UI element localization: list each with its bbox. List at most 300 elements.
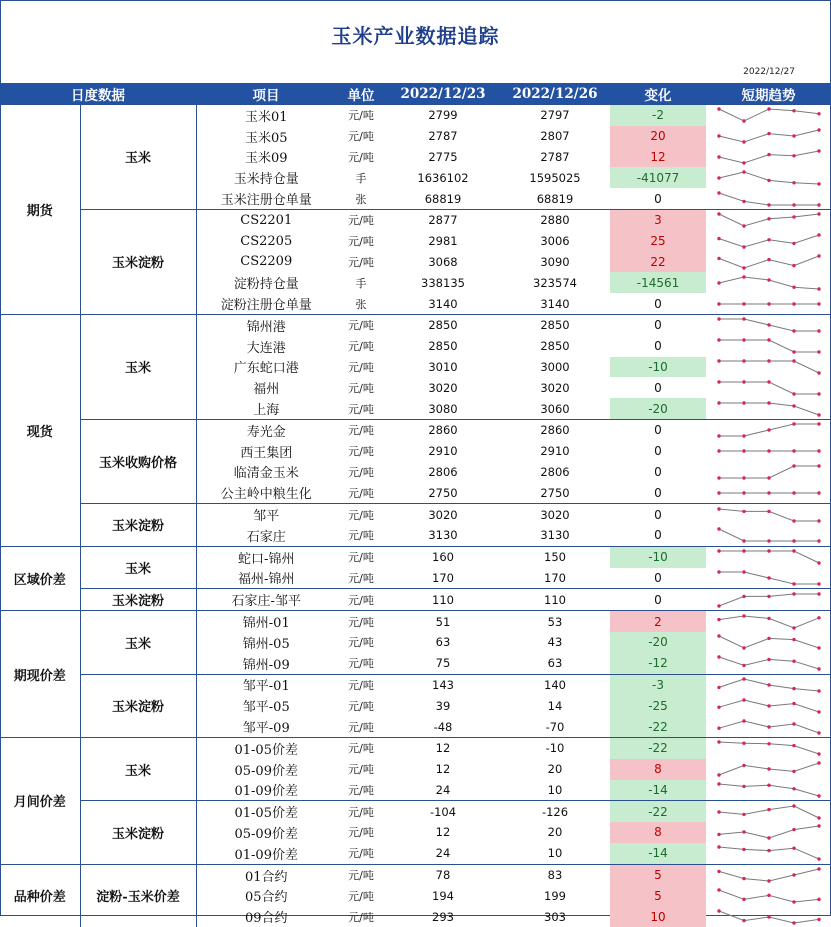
change-value: 0 — [610, 589, 706, 611]
trend-point — [817, 582, 820, 585]
trend-point — [817, 423, 820, 426]
value-date-1: 2806 — [386, 462, 500, 483]
trend-point — [817, 449, 820, 452]
item-name: 邹平-05 — [196, 695, 336, 716]
change-value: -2 — [610, 105, 706, 126]
change-value: -14561 — [610, 272, 706, 293]
value-date-1: 78 — [386, 864, 500, 885]
table-body — [0, 105, 831, 927]
report-date: 2022/12/27 — [743, 67, 795, 77]
trend-point — [767, 401, 770, 404]
value-date-1: -104 — [386, 801, 500, 822]
unit-label: 元/吨 — [336, 105, 386, 126]
trend-point — [792, 804, 795, 807]
item-name: 石家庄-邹平 — [196, 589, 336, 611]
trend-line — [719, 869, 819, 881]
value-date-2: 110 — [500, 589, 610, 611]
trend-point — [717, 191, 720, 194]
trend-point — [792, 921, 795, 924]
trend-cell — [706, 843, 831, 864]
trend-point — [717, 888, 720, 891]
value-date-2: 1595025 — [500, 167, 610, 188]
unit-label: 张 — [336, 188, 386, 209]
group-label: 玉米淀粉 — [80, 801, 196, 864]
trend-point — [767, 324, 770, 327]
change-value: -22 — [610, 801, 706, 822]
trend-sparkline — [715, 169, 823, 187]
trend-point — [742, 664, 745, 667]
trend-point — [717, 108, 720, 111]
category-label: 品种价差 — [0, 864, 80, 927]
item-name: 寿光金 — [196, 419, 336, 440]
change-value: -3 — [610, 674, 706, 695]
trend-cell — [706, 885, 831, 906]
trend-point — [742, 140, 745, 143]
item-name: 锦州-05 — [196, 632, 336, 653]
trend-point — [817, 858, 820, 861]
item-name: 05-09价差 — [196, 822, 336, 843]
trend-point — [717, 549, 720, 552]
unit-label: 元/吨 — [336, 674, 386, 695]
value-date-1: 2787 — [386, 126, 500, 147]
value-date-1: 39 — [386, 695, 500, 716]
change-value: 0 — [610, 441, 706, 462]
trend-point — [717, 281, 720, 284]
trend-point — [817, 540, 820, 543]
trend-sparkline — [715, 654, 823, 672]
trend-point — [717, 213, 720, 216]
trend-point — [742, 785, 745, 788]
trend-point — [767, 429, 770, 432]
trend-point — [792, 359, 795, 362]
trend-cell — [706, 611, 831, 632]
trend-point — [742, 848, 745, 851]
trend-sparkline — [715, 253, 823, 271]
trend-sparkline — [715, 463, 823, 481]
trend-point — [717, 635, 720, 638]
trend-point — [717, 810, 720, 813]
trend-point — [717, 833, 720, 836]
trend-point — [817, 794, 820, 797]
unit-label: 元/吨 — [336, 632, 386, 653]
trend-point — [742, 359, 745, 362]
trend-point — [792, 549, 795, 552]
value-date-2: 199 — [500, 885, 610, 906]
trend-cell — [706, 147, 831, 168]
unit-label: 元/吨 — [336, 695, 386, 716]
trend-point — [767, 742, 770, 745]
trend-point — [792, 744, 795, 747]
unit-label: 手 — [336, 167, 386, 188]
trend-point — [792, 464, 795, 467]
unit-label: 元/吨 — [336, 759, 386, 780]
trend-point — [717, 491, 720, 494]
trend-point — [792, 592, 795, 595]
value-date-1: 2750 — [386, 482, 500, 503]
unit-label: 元/吨 — [336, 653, 386, 674]
value-date-2: 3020 — [500, 377, 610, 398]
unit-label: 元/吨 — [336, 147, 386, 168]
trend-cell — [706, 632, 831, 653]
trend-point — [767, 132, 770, 135]
value-date-2: 2850 — [500, 336, 610, 357]
trend-cell — [706, 822, 831, 843]
trend-point — [717, 655, 720, 658]
trend-point — [717, 302, 720, 305]
trend-point — [717, 476, 720, 479]
value-date-2: 14 — [500, 695, 610, 716]
trend-point — [792, 519, 795, 522]
change-value: -10 — [610, 357, 706, 378]
trend-point — [742, 877, 745, 880]
item-name: 锦州港 — [196, 314, 336, 335]
item-name: 公主岭中粮生化 — [196, 482, 336, 503]
group-label: 玉米淀粉 — [80, 504, 196, 547]
trend-point — [742, 199, 745, 202]
item-name: 石家庄 — [196, 525, 336, 546]
change-value: 0 — [610, 504, 706, 525]
trend-cell — [706, 759, 831, 780]
trend-point — [792, 423, 795, 426]
trend-point — [767, 783, 770, 786]
trend-point — [717, 726, 720, 729]
value-date-1: 2850 — [386, 314, 500, 335]
trend-point — [792, 203, 795, 206]
unit-label: 元/吨 — [336, 336, 386, 357]
item-name: 邹平-01 — [196, 674, 336, 695]
trend-cell — [706, 568, 831, 589]
trend-sparkline — [715, 400, 823, 418]
item-name: 大连港 — [196, 336, 336, 357]
unit-label: 元/吨 — [336, 885, 386, 906]
unit-label: 元/吨 — [336, 801, 386, 822]
category-label: 期现价差 — [0, 611, 80, 738]
change-value: 12 — [610, 147, 706, 168]
item-name: 邹平 — [196, 504, 336, 525]
trend-line — [719, 151, 819, 163]
group-label: 玉米 — [80, 611, 196, 674]
item-name: CS2205 — [196, 231, 336, 252]
change-value: -22 — [610, 716, 706, 737]
category-label: 区域价差 — [0, 546, 80, 610]
trend-point — [792, 449, 795, 452]
trend-point — [767, 767, 770, 770]
trend-point — [767, 203, 770, 206]
change-value: 0 — [610, 525, 706, 546]
change-value: -14 — [610, 843, 706, 864]
trend-point — [792, 216, 795, 219]
group-label: 玉米 — [80, 105, 196, 210]
value-date-1: 2799 — [386, 105, 500, 126]
value-date-1: 293 — [386, 906, 500, 927]
trend-point — [792, 330, 795, 333]
item-name: 临清金玉米 — [196, 462, 336, 483]
trend-point — [817, 761, 820, 764]
trend-point — [817, 182, 820, 185]
table-row — [0, 546, 831, 567]
unit-label: 元/吨 — [336, 357, 386, 378]
value-date-1: 3010 — [386, 357, 500, 378]
trend-line — [719, 361, 819, 373]
trend-point — [742, 120, 745, 123]
trend-point — [767, 278, 770, 281]
value-date-1: 63 — [386, 632, 500, 653]
category-label: 现货 — [0, 314, 80, 546]
unit-label: 元/吨 — [336, 482, 386, 503]
value-date-1: -48 — [386, 716, 500, 737]
value-date-1: 12 — [386, 759, 500, 780]
trend-point — [767, 258, 770, 261]
item-name: 玉米01 — [196, 105, 336, 126]
trend-point — [817, 917, 820, 920]
trend-point — [717, 134, 720, 137]
trend-point — [767, 302, 770, 305]
change-value: 22 — [610, 252, 706, 273]
trend-point — [742, 449, 745, 452]
trend-point — [742, 161, 745, 164]
value-date-2: 10 — [500, 780, 610, 801]
trend-point — [717, 318, 720, 321]
trend-point — [742, 719, 745, 722]
trend-point — [792, 787, 795, 790]
trend-line — [719, 172, 819, 184]
table-row — [0, 419, 831, 440]
change-value: -20 — [610, 632, 706, 653]
item-name: 福州-锦州 — [196, 568, 336, 589]
change-value: 5 — [610, 864, 706, 885]
table-row — [0, 864, 831, 885]
value-date-1: 12 — [386, 737, 500, 758]
trend-point — [792, 181, 795, 184]
table-row — [0, 209, 831, 230]
trend-point — [817, 592, 820, 595]
value-date-2: 53 — [500, 611, 610, 632]
change-value: 0 — [610, 377, 706, 398]
item-name: 01-09价差 — [196, 843, 336, 864]
trend-cell — [706, 695, 831, 716]
change-value: 0 — [610, 482, 706, 503]
group-label: 玉米 — [80, 546, 196, 589]
trend-point — [817, 233, 820, 236]
trend-cell — [706, 188, 831, 209]
trend-cell — [706, 252, 831, 273]
trend-point — [717, 237, 720, 240]
change-value: 0 — [610, 336, 706, 357]
trend-cell — [706, 293, 831, 314]
unit-label: 元/吨 — [336, 252, 386, 273]
trend-point — [717, 435, 720, 438]
group-label: 玉米收购价格 — [80, 419, 196, 503]
trend-point — [792, 285, 795, 288]
category-label: 月间价差 — [0, 737, 80, 864]
value-date-2: 2806 — [500, 462, 610, 483]
trend-sparkline — [715, 823, 823, 841]
trend-point — [717, 909, 720, 912]
unit-label: 元/吨 — [336, 906, 386, 927]
value-date-1: 2775 — [386, 147, 500, 168]
trend-point — [717, 617, 720, 620]
value-date-2: 3130 — [500, 525, 610, 546]
value-date-2: 2787 — [500, 147, 610, 168]
trend-point — [767, 540, 770, 543]
trend-line — [719, 130, 819, 142]
trend-point — [742, 677, 745, 680]
trend-sparkline — [715, 526, 823, 544]
trend-sparkline — [715, 421, 823, 439]
trend-cell — [706, 377, 831, 398]
value-date-2: 20 — [500, 822, 610, 843]
table-row — [0, 611, 831, 632]
value-date-2: 3020 — [500, 504, 610, 525]
value-date-2: 68819 — [500, 188, 610, 209]
table-row — [0, 105, 831, 126]
unit-label: 元/吨 — [336, 611, 386, 632]
trend-cell — [706, 482, 831, 503]
trend-point — [742, 764, 745, 767]
trend-point — [742, 225, 745, 228]
unit-label: 元/吨 — [336, 419, 386, 440]
trend-sparkline — [715, 442, 823, 460]
trend-line — [719, 847, 819, 859]
unit-label: 元/吨 — [336, 737, 386, 758]
value-date-1: 24 — [386, 843, 500, 864]
unit-label: 元/吨 — [336, 126, 386, 147]
table-row — [0, 801, 831, 822]
unit-label: 元/吨 — [336, 716, 386, 737]
value-date-2: -10 — [500, 737, 610, 758]
trend-point — [792, 770, 795, 773]
item-name: 锦州-09 — [196, 653, 336, 674]
data-table — [0, 83, 831, 927]
trend-cell — [706, 801, 831, 822]
unit-label: 元/吨 — [336, 314, 386, 335]
trend-point — [817, 464, 820, 467]
trend-point — [817, 647, 820, 650]
trend-point — [817, 112, 820, 115]
trend-point — [742, 338, 745, 341]
change-value: 0 — [610, 419, 706, 440]
change-value: -12 — [610, 653, 706, 674]
trend-sparkline — [715, 613, 823, 631]
value-date-2: 170 — [500, 568, 610, 589]
group-label: 玉米淀粉 — [80, 209, 196, 314]
item-name: CS2201 — [196, 209, 336, 230]
change-value: 8 — [610, 759, 706, 780]
trend-point — [742, 476, 745, 479]
value-date-1: 2981 — [386, 231, 500, 252]
trend-cell — [706, 737, 831, 758]
trend-point — [742, 302, 745, 305]
trend-cell — [706, 716, 831, 737]
change-value: 8 — [610, 822, 706, 843]
trend-point — [717, 870, 720, 873]
trend-cell — [706, 674, 831, 695]
trend-sparkline — [715, 190, 823, 208]
change-value: 25 — [610, 231, 706, 252]
trend-point — [767, 658, 770, 661]
trend-cell — [706, 126, 831, 147]
trend-sparkline — [715, 232, 823, 250]
trend-point — [767, 725, 770, 728]
trend-point — [817, 371, 820, 374]
trend-point — [792, 900, 795, 903]
table-row — [0, 674, 831, 695]
trend-point — [742, 245, 745, 248]
item-name: 淀粉注册仓单量 — [196, 293, 336, 314]
trend-point — [817, 753, 820, 756]
trend-point — [767, 683, 770, 686]
unit-label: 元/吨 — [336, 822, 386, 843]
trend-point — [792, 660, 795, 663]
trend-point — [717, 338, 720, 341]
trend-point — [817, 731, 820, 734]
trend-point — [742, 401, 745, 404]
header-item: 项目 — [196, 83, 336, 105]
trend-sparkline — [715, 633, 823, 651]
unit-label: 元/吨 — [336, 231, 386, 252]
value-date-2: 140 — [500, 674, 610, 695]
value-date-1: 110 — [386, 589, 500, 611]
item-name: 福州 — [196, 377, 336, 398]
item-name: 上海 — [196, 398, 336, 419]
trend-point — [792, 847, 795, 850]
trend-point — [717, 773, 720, 776]
unit-label: 元/吨 — [336, 525, 386, 546]
value-date-2: 2750 — [500, 482, 610, 503]
trend-point — [817, 867, 820, 870]
item-name: 广东蛇口港 — [196, 357, 336, 378]
value-date-2: 63 — [500, 653, 610, 674]
trend-point — [742, 919, 745, 922]
value-date-2: 2797 — [500, 105, 610, 126]
value-date-2: 10 — [500, 843, 610, 864]
value-date-1: 3020 — [386, 504, 500, 525]
trend-point — [817, 616, 820, 619]
trend-cell — [706, 398, 831, 419]
unit-label: 元/吨 — [336, 546, 386, 567]
trend-line — [719, 826, 819, 838]
trend-sparkline — [715, 760, 823, 778]
trend-point — [767, 449, 770, 452]
trend-point — [717, 401, 720, 404]
trend-point — [792, 109, 795, 112]
trend-sparkline — [715, 887, 823, 905]
trend-point — [742, 170, 745, 173]
change-value: -22 — [610, 737, 706, 758]
trend-cell — [706, 357, 831, 378]
value-date-1: 2910 — [386, 441, 500, 462]
trend-sparkline — [715, 781, 823, 799]
value-date-1: 75 — [386, 653, 500, 674]
change-value: -25 — [610, 695, 706, 716]
table-row — [0, 589, 831, 611]
item-name: 01-05价差 — [196, 801, 336, 822]
value-date-1: 24 — [386, 780, 500, 801]
trend-point — [742, 831, 745, 834]
trend-point — [817, 213, 820, 216]
trend-point — [817, 689, 820, 692]
item-name: 淀粉持仓量 — [196, 272, 336, 293]
trend-point — [817, 149, 820, 152]
value-date-1: 3130 — [386, 525, 500, 546]
value-date-2: 43 — [500, 632, 610, 653]
value-date-2: 2880 — [500, 209, 610, 230]
trend-point — [767, 549, 770, 552]
trend-point — [767, 153, 770, 156]
value-date-2: 323574 — [500, 272, 610, 293]
trend-cell — [706, 906, 831, 927]
trend-cell — [706, 462, 831, 483]
